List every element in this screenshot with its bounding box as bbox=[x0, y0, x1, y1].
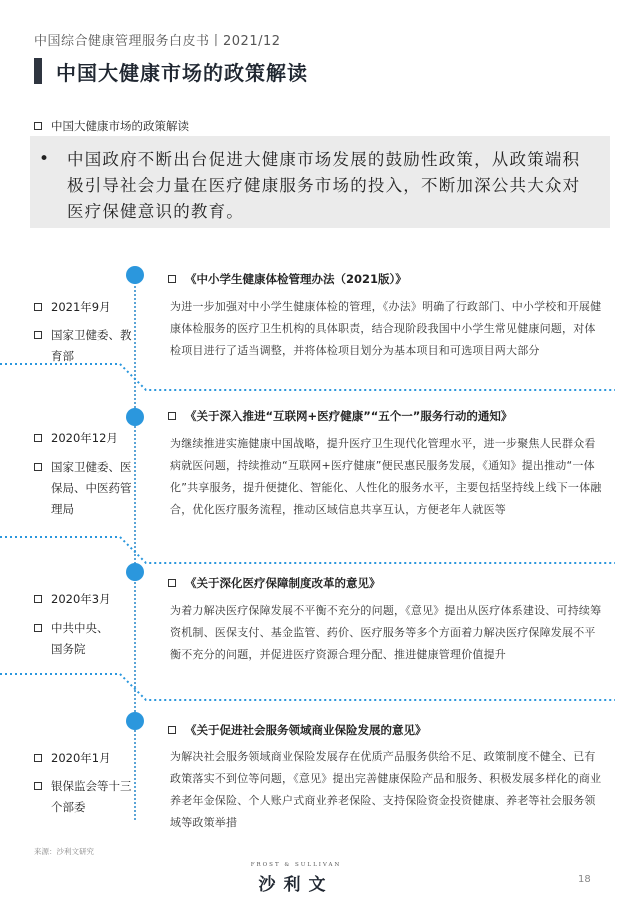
checkbox-square-icon bbox=[168, 275, 176, 283]
policy-issuer: 中共中央、国务院 bbox=[34, 621, 118, 660]
timeline-dot bbox=[126, 712, 144, 730]
section-divider bbox=[0, 533, 640, 567]
checkbox-square-icon bbox=[34, 624, 42, 632]
policy-issuer: 国家卫健委、教育部 bbox=[34, 328, 134, 367]
title-accent-bar bbox=[34, 58, 42, 84]
checkbox-square-icon bbox=[34, 782, 42, 790]
source-note: 来源：沙利文研究 bbox=[34, 847, 94, 856]
checkbox-square-icon bbox=[34, 331, 42, 339]
logo-chinese-text: 沙利文 bbox=[258, 875, 334, 895]
policy-date: 2020年1月 bbox=[34, 751, 111, 769]
checkbox-square-icon bbox=[34, 434, 42, 442]
bullet-icon: • bbox=[39, 149, 50, 169]
policy-date: 2020年12月 bbox=[34, 431, 118, 449]
policy-issuer: 国家卫健委、医保局、中医药管理局 bbox=[34, 460, 134, 520]
checkbox-square-icon bbox=[34, 595, 42, 603]
section-subheading bbox=[34, 118, 189, 134]
timeline-line bbox=[134, 275, 136, 820]
page-number: 18 bbox=[578, 874, 591, 885]
policy-body: 为继续推进实施健康中国战略，提升医疗卫生现代化管理水平，进一步聚焦人民群众看病就医问题，持续推动“互联网+医疗健康”便民惠民服务发展，《通知》提出推动“一体化”共享服务，提升便捷化、智能化、人性化的服务水平，主要包括坚持线上线下一体融合，优化医疗服务流程，推动区域信息共享互认，方便老年人就医等 bbox=[170, 437, 602, 516]
page-title: 中国大健康市场的政策解读 bbox=[56, 60, 308, 85]
policy-title: 《关于促进社会服务领域商业保险发展的意见》 bbox=[168, 722, 427, 738]
policy-body: 为着力解决医疗保障发展不平衡不充分的问题，《意见》提出从医疗体系建设、可持续筹资机制、医保支付、基金监管、药价、医疗服务等多个方面着力解决医疗保障发展不平衡不充分的问题，并促进医疗资源合理分配、推进健康管理价值提升 bbox=[170, 604, 602, 661]
summary-box bbox=[30, 136, 610, 228]
policy-issuer: 银保监会等十三个部委 bbox=[34, 779, 134, 818]
policy-date: 2021年9月 bbox=[34, 300, 111, 318]
timeline-dot bbox=[126, 408, 144, 426]
timeline-dot bbox=[126, 563, 144, 581]
report-header: 中国综合健康管理服务白皮书丨2021/12 bbox=[34, 34, 281, 49]
policy-title: 《中小学生健康体检管理办法（2021版）》 bbox=[168, 271, 407, 287]
summary-text: 中国政府不断出台促进大健康市场发展的鼓励性政策，从政策端积极引导社会力量在医疗健康服务市场的投入，不断加深公共大众对医疗保健意识的教育。 bbox=[67, 150, 581, 221]
checkbox-square-icon bbox=[34, 754, 42, 762]
checkbox-square-icon bbox=[168, 579, 176, 587]
subheading-text: 中国大健康市场的政策解读 bbox=[51, 119, 189, 133]
policy-title: 《关于深化医疗保障制度改革的意见》 bbox=[168, 575, 381, 591]
policy-body: 为解决社会服务领域商业保险发展存在优质产品服务供给不足、政策制度不健全、已有政策落实不到位等问题，《意见》提出完善健康保险产品和服务、积极发展多样化的商业养老年金保险、个人账户式商业养老保险、支持保险资金投资健康、养老等社会服务领域等政策举措 bbox=[170, 750, 602, 829]
policy-title: 《关于深入推进“互联网+医疗健康”“五个一”服务行动的通知》 bbox=[168, 408, 512, 424]
checkbox-square-icon bbox=[34, 122, 42, 130]
section-divider bbox=[0, 670, 640, 704]
policy-date: 2020年3月 bbox=[34, 592, 111, 610]
checkbox-square-icon bbox=[34, 463, 42, 471]
checkbox-square-icon bbox=[34, 303, 42, 311]
frost-sullivan-logo bbox=[236, 862, 356, 895]
timeline-dot bbox=[126, 266, 144, 284]
checkbox-square-icon bbox=[168, 412, 176, 420]
logo-english-text: FROST & SULLIVAN bbox=[250, 862, 342, 868]
policy-body: 为进一步加强对中小学生健康体检的管理，《办法》明确了行政部门、中小学校和开展健康体检服务的医疗卫生机构的具体职责，结合现阶段我国中小学生常见健康问题，对体检项目进行了适当调整，并将体检项目划分为基本项目和可选项目两大部分 bbox=[170, 300, 602, 357]
page-title-block bbox=[34, 58, 308, 84]
checkbox-square-icon bbox=[168, 726, 176, 734]
